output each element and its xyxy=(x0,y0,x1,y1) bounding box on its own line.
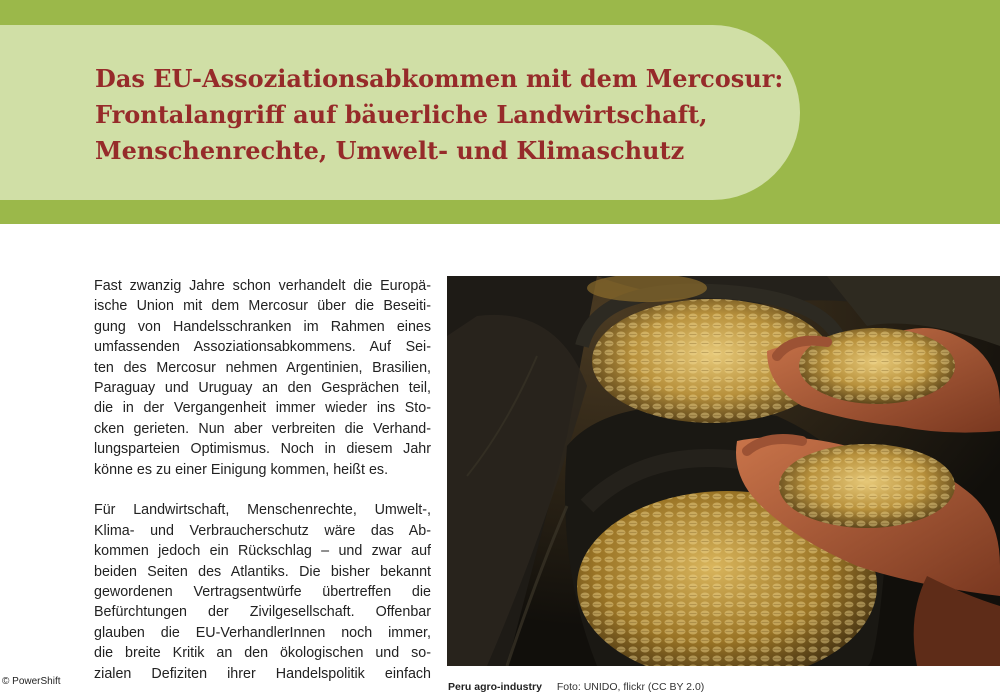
text-line: glauben die EU-VerhandlerInnen noch immer, xyxy=(94,624,431,641)
text-line: die breite Kritik an den ökologischen und so- xyxy=(94,645,431,662)
text-line: cken gerieten. Nun aber verbreiten die Verhand- xyxy=(94,420,431,437)
text-line: umfassenden Assoziationsabkommens. Auf Sei- xyxy=(94,339,431,356)
copyright-notice: © PowerShift xyxy=(2,676,61,687)
caption-place: Peru agro-industry xyxy=(448,681,542,693)
text-line: lungsparteien Optimismus. Noch in diesem Jahr xyxy=(94,441,431,458)
paragraph-1 xyxy=(94,276,431,480)
text-line: ische Union mit dem Mercosur über die Beseiti- xyxy=(94,298,431,315)
title-line: Frontalangriff auf bäuerliche Landwirtschaft, xyxy=(95,100,708,129)
page-title xyxy=(95,61,785,169)
text-line: beiden Seiten des Atlantiks. Die bisher bekannt xyxy=(94,563,431,580)
caption-credit: Foto: UNIDO, flickr (CC BY 2.0) xyxy=(556,681,705,693)
paragraph-2 xyxy=(94,500,431,684)
title-line: Menschenrechte, Umwelt- und Klimaschutz xyxy=(95,136,685,165)
text-line: Befürchtungen der Zivilgesellschaft. Offenbar xyxy=(94,604,431,621)
text-line: Fast zwanzig Jahre schon verhandelt die Europä- xyxy=(94,278,431,294)
text-line: zialen Defiziten ihrer Handelspolitik einfach xyxy=(94,665,431,682)
title-line: Das EU-Assoziationsabkommen mit dem Mercosur: xyxy=(95,64,784,93)
text-line: die in der Vergangenheit immer wieder ins Sto- xyxy=(94,400,431,417)
text-line: ten des Mercosur nehmen Argentinien, Brasilien, xyxy=(94,359,431,376)
text-line: gung von Handelsschranken im Rahmen eines xyxy=(94,318,431,335)
text-line: könne es zu einer Einigung kommen, heißt es. xyxy=(94,461,389,478)
text-line: Paraguay und Uruguay an den Gesprächen teil, xyxy=(94,380,431,397)
text-line: kommen jedoch ein Rückschlag – und zwar auf xyxy=(94,543,431,560)
photo-caption xyxy=(448,681,704,693)
coffee-beans-photo xyxy=(447,276,1000,666)
text-line: Für Landwirtschaft, Menschenrechte, Umwelt-, xyxy=(94,502,431,519)
text-line: gewordenen Vertragsentwürfe übertreffen die xyxy=(94,584,431,601)
text-line: Klima- und Verbraucherschutz wäre das Ab- xyxy=(94,522,431,539)
article-body xyxy=(94,276,431,684)
